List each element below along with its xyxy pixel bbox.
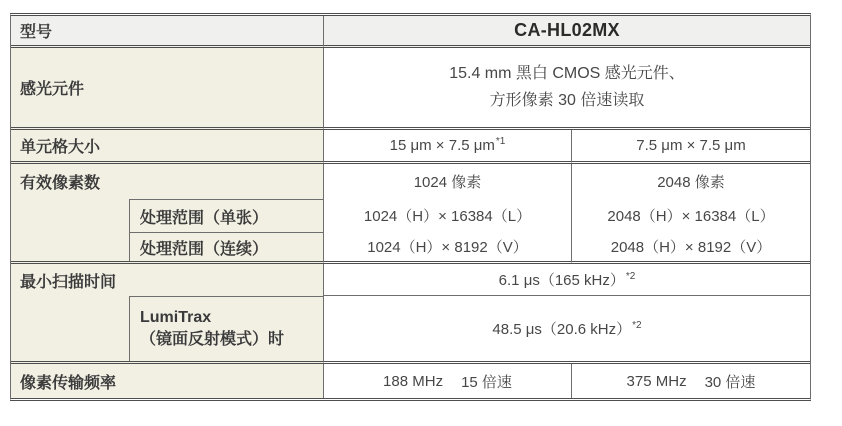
effective-pixels-col2-cell <box>572 164 810 199</box>
pixel-transfer-col1-cell <box>324 364 572 398</box>
sensor-value-line2: 方形像素 30 倍速读取 <box>489 91 645 109</box>
min-scan-time-value <box>499 269 636 290</box>
cell-size-col2-cell <box>572 130 810 164</box>
pixel-transfer-label: 像素传输频率 <box>20 374 117 392</box>
range-single-col1-cell <box>324 199 572 232</box>
cell-size-label-cell <box>11 130 324 164</box>
range-continuous-label: 处理范围（连续） <box>140 240 269 258</box>
range-continuous-col2-value: 2048（H）× 8192（V） <box>610 239 772 256</box>
effective-pixels-col1-value: 1024 像素 <box>413 174 482 191</box>
sensor-row-label-cell <box>11 48 324 130</box>
effective-pixels-col1-cell <box>324 164 572 199</box>
model-value-cell <box>324 16 810 48</box>
lumitrax-label-box <box>129 296 323 361</box>
model-row-label-cell <box>11 16 324 48</box>
effective-pixels-label-cell <box>11 164 324 199</box>
min-scan-time-label-cell <box>11 264 324 296</box>
lumitrax-value-cell <box>324 296 810 364</box>
cell-size-col2-value: 7.5 μm × 7.5 μm <box>636 137 746 154</box>
range-single-col1-value: 1024（H）× 16384（L） <box>363 208 532 225</box>
lumitrax-label-line2: （镜面反射模式）时 <box>140 331 285 348</box>
range-continuous-col1-cell <box>324 232 572 264</box>
effective-pixels-col2-value: 2048 像素 <box>657 174 725 191</box>
pixel-transfer-label-cell <box>11 364 324 398</box>
cell-size-col1-text: 15 μm × 7.5 μm <box>389 137 495 154</box>
min-scan-time-text: 6.1 μs（165 kHz） <box>498 272 625 289</box>
cell-size-col1-cell <box>324 130 572 164</box>
range-continuous-col2-cell <box>572 232 810 264</box>
sensor-value-line1: 15.4 mm 黑白 CMOS 感光元件、 <box>449 65 685 83</box>
pixel-transfer-col2-cell <box>572 364 810 398</box>
sensor-row-label: 感光元件 <box>20 81 85 98</box>
range-continuous-col1-value: 1024（H）× 8192（V） <box>367 239 528 256</box>
range-continuous-label-box <box>129 232 323 261</box>
model-row-label: 型号 <box>20 24 53 41</box>
min-scan-time-label: 最小扫描时间 <box>20 273 117 291</box>
lumitrax-footnote-2: *2 <box>632 320 642 331</box>
lumitrax-value <box>492 318 641 339</box>
range-single-col2-cell <box>572 199 810 232</box>
range-single-label-box <box>129 199 323 232</box>
range-single-label-cell <box>11 199 324 232</box>
lumitrax-label-line1: LumiTrax <box>140 309 212 327</box>
range-single-col2-value: 2048（H）× 16384（L） <box>607 208 775 225</box>
pixel-transfer-col2-freq: 375 MHz <box>626 372 687 390</box>
model-name: CA-HL02MX <box>514 20 620 40</box>
range-continuous-label-cell <box>11 232 324 264</box>
cell-size-label: 单元格大小 <box>20 139 101 156</box>
camera-spec-table <box>10 13 811 401</box>
lumitrax-label-cell <box>11 296 324 364</box>
pixel-transfer-col2-speed: 30 倍速 <box>704 373 756 391</box>
range-single-label: 处理范围（单张） <box>140 209 269 227</box>
effective-pixels-label: 有效像素数 <box>20 175 101 192</box>
sensor-value-cell <box>324 48 810 130</box>
pixel-transfer-col1-speed: 15 倍速 <box>461 373 512 391</box>
min-scan-footnote-2: *2 <box>625 271 636 282</box>
cell-size-footnote-1: *1 <box>495 136 506 147</box>
cell-size-col1-value <box>390 137 506 154</box>
min-scan-time-value-cell <box>324 264 810 296</box>
lumitrax-value-text: 48.5 μs（20.6 kHz） <box>492 321 632 338</box>
pixel-transfer-col1-freq: 188 MHz <box>383 372 444 390</box>
